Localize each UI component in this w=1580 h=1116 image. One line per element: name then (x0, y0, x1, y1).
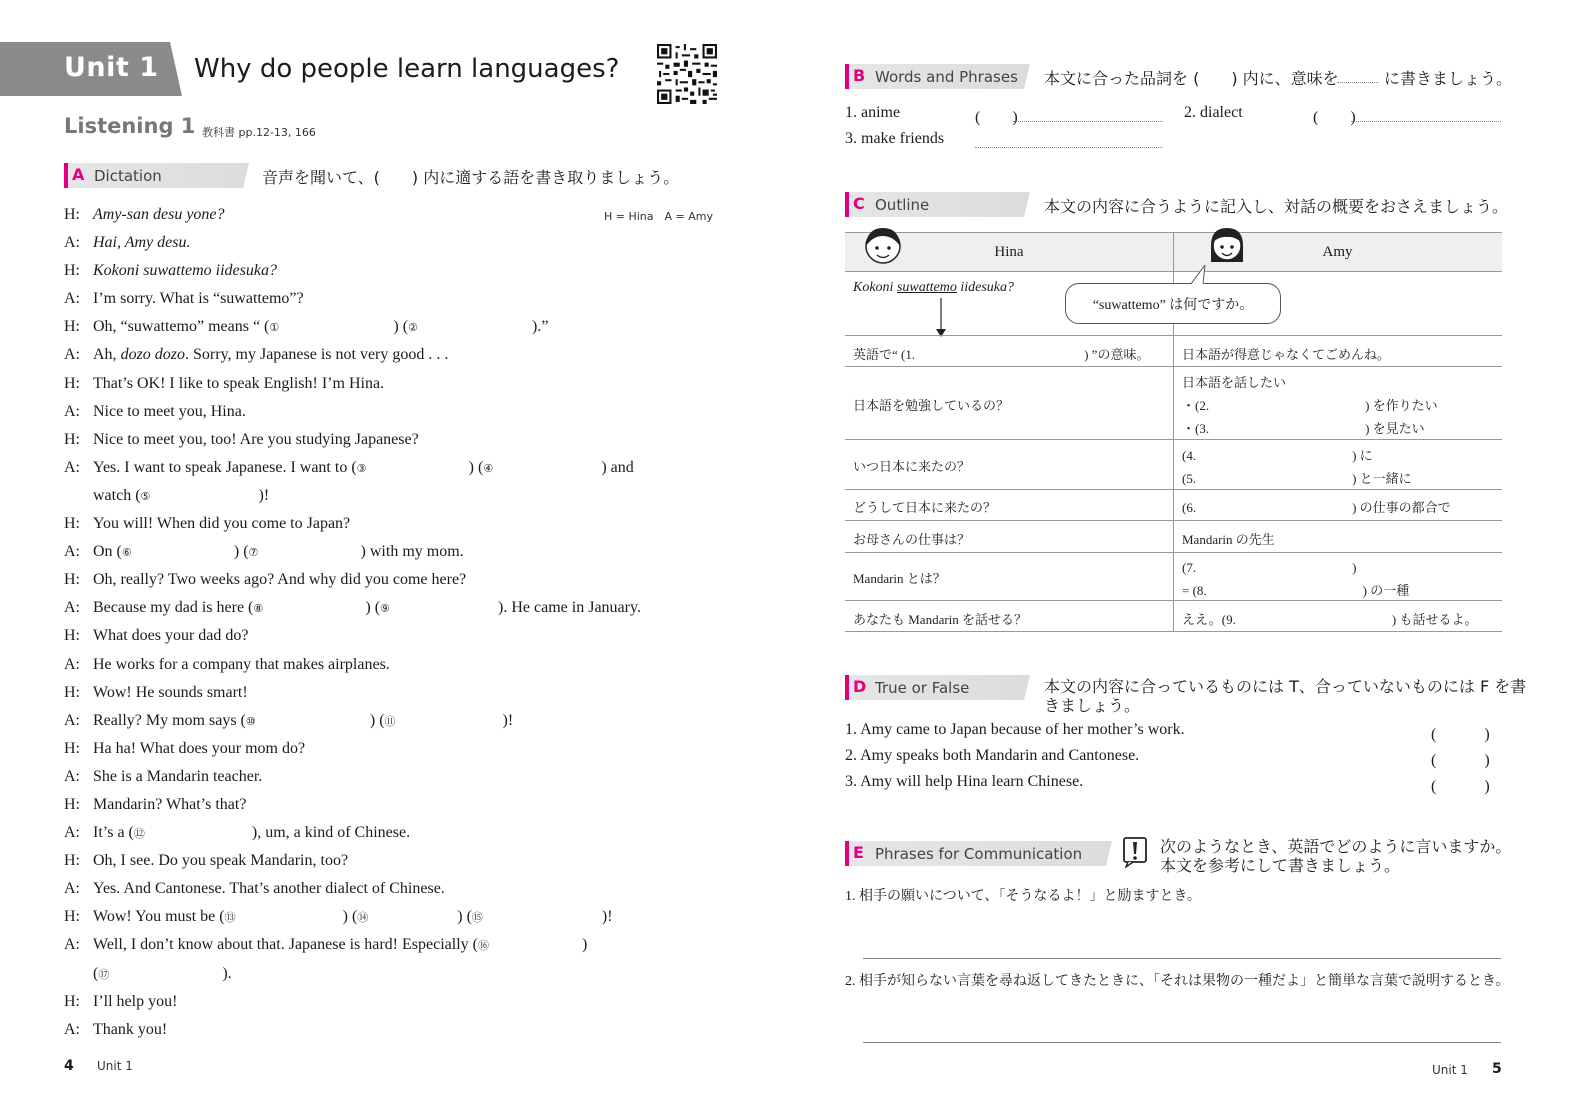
dialogue-text: Oh, “suwattemo” means “ ( (93, 318, 270, 336)
dialogue-line (64, 988, 724, 1016)
dictation-blank[interactable] (357, 454, 469, 483)
amy-bubble-text: “suwattemo” は何ですか。 (1092, 298, 1254, 313)
dialogue-line (64, 679, 724, 707)
dictation-blank[interactable] (253, 594, 365, 623)
speaker-tag: H: (64, 571, 80, 589)
dialogue-text: She is a Mandarin teacher. (93, 767, 263, 785)
speaker-tag: A: (64, 543, 80, 561)
dictation-blank[interactable] (134, 819, 252, 848)
tf-item-3: 3. Amy will help Hina learn Chinese. (845, 773, 1084, 790)
outline-row-6-left: Mandarin とは？ (853, 571, 946, 586)
dialogue-line (64, 707, 724, 735)
dialogue-text: Mandarin? What’s that? (93, 795, 247, 813)
col-hina: Hina (994, 244, 1024, 260)
dialogue-text: ( (93, 964, 99, 982)
page-number-right: 5 (1492, 1061, 1502, 1077)
unit-label: Unit 1 (64, 52, 159, 83)
outline-row-3-right-b: (5. ) と一緒に (1182, 471, 1412, 486)
dialogue-text: That’s OK! I like to speak English! I’m Hina. (93, 374, 385, 392)
dictation-blank[interactable] (122, 538, 234, 567)
outline-row-3-left: いつ日本に来たの？ (853, 459, 971, 474)
tf-item-1-answer[interactable]: ( ) (1431, 726, 1490, 743)
outline-row-2-right-a: 日本語を話したい (1182, 375, 1287, 390)
word-item-2: 2. dialect (1184, 104, 1243, 121)
speaker-tag: A: (64, 402, 80, 420)
dictation-blank[interactable] (225, 903, 343, 932)
speaker-tag: H: (64, 683, 80, 701)
outline-row-1-right: 日本語が得意じゃなくてごめんね。 (1182, 347, 1391, 362)
tf-item-1: 1. Amy came to Japan because of her mother’s work. (845, 721, 1185, 738)
section-b-header (845, 64, 1030, 89)
outline-row-4-right: (6. ) の仕事の都合で (1182, 500, 1451, 515)
speech-bubble-tail (1191, 265, 1215, 285)
dialogue-text: Yes. I want to speak Japanese. I want to ( (93, 458, 357, 476)
speaker-tag: A: (64, 655, 80, 673)
dialogue-text: ) and (601, 458, 634, 476)
dialogue-text: )! (601, 908, 613, 926)
section-e-letter: E (853, 843, 864, 862)
speaker-tag: H: (64, 908, 80, 926)
phrase-item-2: 2. 相手が知らない言葉を尋ね返してきたときに、「それは果物の一種だよ」と簡単な言葉で説明するとき。 (845, 974, 1510, 989)
dictation-blank[interactable] (483, 454, 601, 483)
dialogue-text: I’m sorry. What is “suwattemo”? (93, 290, 304, 308)
page-number-left: 4 (64, 1058, 74, 1074)
dialogue-text: ).” (532, 318, 549, 336)
section-c-letter: C (853, 194, 865, 213)
dialogue-text: On ( (93, 543, 122, 561)
section-d-header (845, 675, 1030, 700)
dialogue-text: )! (502, 711, 514, 729)
dialogue-line (64, 341, 724, 369)
dialogue-line (64, 903, 724, 931)
blank-number: ⑯ (477, 940, 489, 953)
dialogue-line (64, 651, 724, 679)
dialogue-text: Well, I don’t know about that. Japanese is hard! Especially ( (93, 936, 478, 954)
speaker-tag: A: (64, 936, 80, 954)
qr-code-icon[interactable] (657, 44, 717, 104)
textbook-reference: 教科書 pp.12-13, 166 (202, 126, 316, 139)
outline-row-3-right-a: (4. ) に (1182, 448, 1373, 463)
dialogue-text: ) ( (342, 908, 358, 926)
section-c-name: Outline (875, 196, 930, 214)
outline-table (845, 232, 1502, 632)
blank-number: ③ (356, 462, 367, 475)
section-a-letter: A (72, 165, 85, 184)
dialogue-line (64, 931, 724, 959)
outline-row-6-right-b: = (8. ) の一種 (1182, 583, 1410, 598)
dialogue-line (64, 875, 724, 903)
dictation-blank[interactable] (98, 960, 222, 989)
page-unit-right: Unit 1 (1432, 1063, 1468, 1077)
word-item-2-paren: ( ) (1313, 109, 1356, 126)
speaker-tag: A: (64, 458, 80, 476)
dialogue-text: ) ( (393, 318, 409, 336)
dialogue-line (64, 229, 724, 257)
section-c-header (845, 192, 1030, 217)
speaker-tag: A: (64, 711, 80, 729)
dialogue-text: ) ( (468, 458, 484, 476)
speaker-tag: A: (64, 290, 80, 308)
blank-number: ⑥ (121, 547, 132, 560)
dialogue-line (64, 622, 724, 650)
dialogue-text: Thank you! (93, 1020, 168, 1038)
blank-number: ⑫ (133, 828, 145, 841)
speaker-tag: A: (64, 234, 80, 252)
dialogue-line (64, 960, 724, 988)
dialogue-line (64, 594, 724, 622)
exclamation-note-icon (1120, 836, 1150, 868)
dialogue-text: Oh, I see. Do you speak Mandarin, too? (93, 852, 349, 870)
outline-row-4-left: どうして日本に来たの？ (853, 500, 997, 515)
outline-row-2-left: 日本語を勉強しているの？ (853, 398, 1010, 413)
dialogue-text: ). (222, 964, 232, 982)
dialogue-text: Ah, (93, 346, 121, 364)
page-unit-left: Unit 1 (97, 1059, 133, 1073)
tf-item-2: 2. Amy speaks both Mandarin and Cantonese. (845, 747, 1140, 764)
dialogue-line (64, 313, 724, 341)
blank-number: ⑨ (380, 603, 390, 616)
dictation-blank[interactable] (380, 594, 498, 623)
speaker-tag: H: (64, 430, 80, 448)
dialogue-text: . Sorry, my Japanese is not very good . . . (185, 346, 449, 364)
meaning-dotline-sample (1337, 82, 1379, 83)
section-d-instruction-1: 本文の内容に合っているものには T、合っていないものには F を書 (1044, 677, 1527, 696)
word-item-1-paren: ( ) (975, 109, 1018, 126)
outline-row-1-left: 英語で“ (1. ) ”の意味。 (853, 347, 1150, 362)
dialogue-text: ), um, a kind of Chinese. (251, 824, 411, 842)
section-a-name: Dictation (94, 167, 162, 185)
dictation-blank[interactable] (385, 707, 503, 736)
dialogue-text: He works for a company that makes airplanes. (93, 655, 390, 673)
phrase-item-1-answer-line[interactable] (863, 958, 1501, 959)
dialogue-line (64, 257, 724, 285)
speaker-tag: H: (64, 852, 80, 870)
dialogue-line (64, 1016, 724, 1044)
word-item-3-meaning-line[interactable] (975, 147, 1163, 148)
dialogue-text: What does your dad do? (93, 627, 249, 645)
tf-item-3-answer[interactable]: ( ) (1431, 778, 1490, 795)
dictation-blank[interactable] (249, 538, 361, 567)
blank-number: ⑬ (224, 912, 236, 925)
dialogue-line (64, 510, 724, 538)
dictation-blank[interactable] (408, 313, 532, 342)
speaker-tag: A: (64, 346, 80, 364)
dialogue-line (64, 735, 724, 763)
speaker-tag: H: (64, 739, 80, 757)
dialogue-text: It’s a ( (93, 824, 134, 842)
outline-row-2-right-c: ・(3. ) を見たい (1182, 421, 1425, 436)
dictation-blank[interactable] (141, 482, 259, 511)
dialogue-text: ) ( (365, 599, 381, 617)
blank-number: ⑭ (357, 912, 369, 925)
col-amy: Amy (1322, 244, 1353, 260)
word-item-1: 1. anime (845, 104, 901, 121)
outline-row-5-left: お母さんの仕事は？ (853, 532, 971, 547)
hina-quote: Kokoni suwattemo iidesuka? (853, 280, 1014, 295)
section-e-instruction-2: 本文を参考にして書きましょう。 (1160, 856, 1401, 875)
section-e-header (845, 841, 1112, 866)
word-item-1-meaning-line[interactable] (1013, 121, 1163, 122)
dialogue-line (64, 538, 724, 566)
speaker-tag: H: (64, 795, 80, 813)
section-d-instruction-2: きましょう。 (1044, 696, 1141, 715)
outline-row-7-right: ええ。(9. ) も話せるよ。 (1182, 612, 1478, 627)
section-a-instruction: 音声を聞いて、( ) 内に適する語を書き取りましょう。 (262, 168, 680, 187)
dialogue-text: ). He came in January. (498, 599, 641, 617)
dialogue-line (64, 566, 724, 594)
section-c-instruction: 本文の内容に合うように記入し、対話の概要をおさえましょう。 (1044, 197, 1509, 216)
blank-number: ⑮ (471, 912, 483, 925)
speaker-tag: H: (64, 318, 80, 336)
dialogue-text: ) ( (233, 543, 249, 561)
outline-row-6-right-a: (7. ) (1182, 560, 1357, 575)
dictation-dialogue (64, 201, 724, 1044)
dialogue-line (64, 763, 724, 791)
dialogue-line (64, 370, 724, 398)
amy-avatar-icon (1207, 224, 1247, 266)
dialogue-text: Nice to meet you, too! Are you studying Japanese? (93, 430, 419, 448)
speaker-tag: A: (64, 1020, 80, 1038)
hina-avatar-icon (863, 224, 903, 266)
dialogue-text: Wow! He sounds smart! (93, 683, 248, 701)
blank-number: ② (408, 322, 418, 335)
dialogue-line (64, 482, 724, 510)
section-b-instruction: 本文に合った品詞を ( ) 内に、意味を (1044, 69, 1339, 88)
tf-item-2-answer[interactable]: ( ) (1431, 752, 1490, 769)
outline-row-2-right-b: ・(2. ) を作りたい (1182, 398, 1438, 413)
speaker-tag: A: (64, 767, 80, 785)
dialogue-line (64, 201, 724, 229)
dialogue-line (64, 426, 724, 454)
dialogue-line (64, 847, 724, 875)
dictation-blank[interactable] (357, 903, 457, 932)
speaker-tag: H: (64, 992, 80, 1010)
dictation-blank[interactable] (478, 931, 582, 960)
dialogue-text: Kokoni suwattemo iidesuka? (93, 262, 277, 280)
dialogue-text: ) ( (457, 908, 472, 926)
word-item-2-meaning-line[interactable] (1351, 121, 1501, 122)
section-b-name: Words and Phrases (875, 68, 1018, 86)
dialogue-text: dozo dozo (120, 346, 186, 364)
phrase-item-2-answer-line[interactable] (863, 1042, 1501, 1043)
outline-row-7-left: あなたも Mandarin を話せる？ (853, 612, 1028, 627)
dialogue-line (64, 819, 724, 847)
dialogue-text: watch ( (93, 486, 141, 504)
dialogue-text: ) (581, 936, 588, 954)
section-b-letter: B (853, 66, 866, 85)
blank-number: ⑤ (140, 490, 151, 503)
unit-title: Why do people learn languages? (194, 54, 620, 84)
blank-number: ⑩ (245, 715, 256, 728)
blank-number: ④ (483, 462, 494, 475)
dialogue-text: Really? My mom says ( (93, 711, 246, 729)
speaker-tag: A: (64, 824, 80, 842)
blank-number: ① (269, 322, 280, 335)
outline-row-5-right: Mandarin の先生 (1182, 532, 1275, 547)
dialogue-text: )! (258, 486, 270, 504)
section-b-instruction-tail: に書きましょう。 (1384, 69, 1513, 88)
word-item-3: 3. make friends (845, 130, 945, 147)
blank-number: ⑰ (98, 968, 110, 981)
section-e-name: Phrases for Communication (875, 845, 1083, 863)
speaker-tag: A: (64, 880, 80, 898)
speaker-tag: H: (64, 262, 80, 280)
dialogue-line (64, 454, 724, 482)
dialogue-text: Wow! You must be ( (93, 908, 225, 926)
section-d-name: True or False (875, 679, 970, 697)
dialogue-line (64, 398, 724, 426)
speaker-tag: H: (64, 627, 80, 645)
dialogue-text: Ha ha! What does your mom do? (93, 739, 306, 757)
dictation-blank[interactable] (269, 313, 393, 342)
dialogue-text: Nice to meet you, Hina. (93, 402, 246, 420)
section-d-letter: D (853, 677, 867, 696)
speaker-key: H = Hina A = Amy (604, 210, 714, 223)
speaker-tag: H: (64, 206, 80, 223)
dictation-blank[interactable] (246, 707, 370, 736)
dictation-blank[interactable] (472, 903, 602, 932)
arrow-down-icon (935, 298, 947, 338)
dialogue-text: Hai, Amy desu. (93, 234, 191, 252)
dialogue-text: ) with my mom. (360, 543, 464, 561)
blank-number: ⑦ (248, 547, 259, 560)
dialogue-text: You will! When did you come to Japan? (93, 515, 351, 533)
speaker-tag: H: (64, 374, 80, 392)
dialogue-text: I’ll help you! (93, 992, 178, 1010)
section-e-instruction-1: 次のようなとき、英語でどのように言いますか。 (1160, 837, 1512, 856)
speaker-tag: H: (64, 515, 80, 533)
blank-number: ⑪ (384, 715, 396, 728)
phrase-item-1: 1. 相手の願いについて、「そうなるよ！」と励ますとき。 (845, 889, 1201, 904)
dialogue-text: Oh, really? Two weeks ago? And why did you come here? (93, 571, 467, 589)
dialogue-line (64, 791, 724, 819)
dialogue-text: ) ( (369, 711, 385, 729)
dialogue-text: Because my dad is here ( (93, 599, 254, 617)
dialogue-text: Amy-san desu yone? (93, 206, 225, 223)
section-a-header (64, 163, 249, 188)
dialogue-text: Yes. And Cantonese. That’s another dialect of Chinese. (93, 880, 445, 898)
listening-title: Listening 1 (64, 114, 196, 138)
dialogue-line (64, 285, 724, 313)
blank-number: ⑧ (253, 603, 264, 616)
speaker-tag: A: (64, 599, 80, 617)
